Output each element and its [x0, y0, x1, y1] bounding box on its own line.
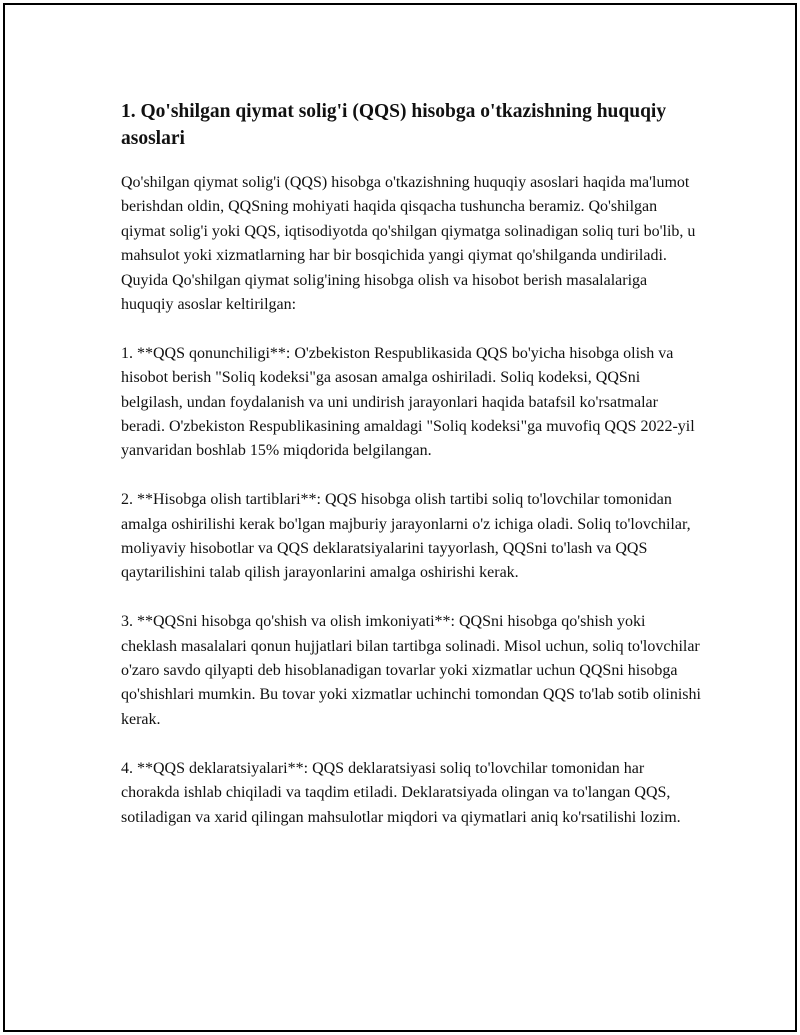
intro-paragraph: Qo'shilgan qiymat solig'i (QQS) hisobga o'tkazishning huquqiy asoslari haqida ma'lumot berishdan oldin, QQSning mohiyati haqida qisqacha tushuncha beramiz. Qo'shilgan qiymat solig'i yoki QQS, iqtisodiyotda qo'shilgan qiymatga solinadigan soliq turi bo'lib, u mahsulot yoki xizmatlarning har bir bosqichida yangi qiymat qo'shilganda undiriladi. Quyida Qo'shilgan qiymat solig'ining hisobga olish va hisobot berish masalalariga huquqiy asoslar keltirilgan:	[121, 174, 696, 314]
document-page	[3, 3, 797, 1032]
paragraph-qqs-offset-possibility: 3. **QQSni hisobga qo'shish va olish imkoniyati**: QQSni hisobga qo'shish yoki cheklash masalalari qonun hujjatlari bilan tartibga solinadi. Misol uchun, soliq to'lovchilar o'zaro savdo qilyapti deb hisoblanadigan tovarlar yoki xizmatlar uchun QQSni hisobga qo'shishlari mumkin. Bu tovar yoki xizmatlar uchinchi tomondan QQS to'lab sotib olinishi kerak.	[121, 613, 701, 728]
document-body	[121, 98, 701, 854]
paragraph-qqs-declarations: 4. **QQS deklaratsiyalari**: QQS deklaratsiyasi soliq to'lovchilar tomonidan har chorakda ishlab chiqiladi va taqdim etiladi. Deklaratsiyada olingan va to'langan QQS, sotiladigan va xarid qilingan mahsulotlar miqdori va qiymatlari aniq ko'rsatilishi lozim.	[121, 759, 681, 826]
document-title: 1. Qo'shilgan qiymat solig'i (QQS) hisobga o'tkazishning huquqiy asoslari	[121, 101, 667, 149]
paragraph-qqs-legislation: 1. **QQS qonunchiligi**: O'zbekiston Respublikasida QQS bo'yicha hisobga olish va hisobot berish "Soliq kodeksi"ga asosan amalga oshiriladi. Soliq kodeksi, QQSni belgilash, undan foydalanish va uni undirish jarayonlari haqida batafsil ko'rsatmalar beradi. O'zbekiston Respublikasining amaldagi "Soliq kodeksi"ga muvofiq QQS 2022-yil yanvaridan boshlab 15% miqdorida belgilangan.	[121, 344, 695, 460]
paragraph-accounting-procedures: 2. **Hisobga olish tartiblari**: QQS hisobga olish tartibi soliq to'lovchilar tomonidan amalga oshirilishi kerak bo'lgan majburiy jarayonlarni o'z ichiga oladi. Soliq to'lovchilar, moliyaviy hisobotlar va QQS deklaratsiyalarini tayyorlash, QQSni to'lash va QQS qaytarilishini talab qilish jarayonlarini amalga oshirishi kerak.	[121, 491, 691, 582]
